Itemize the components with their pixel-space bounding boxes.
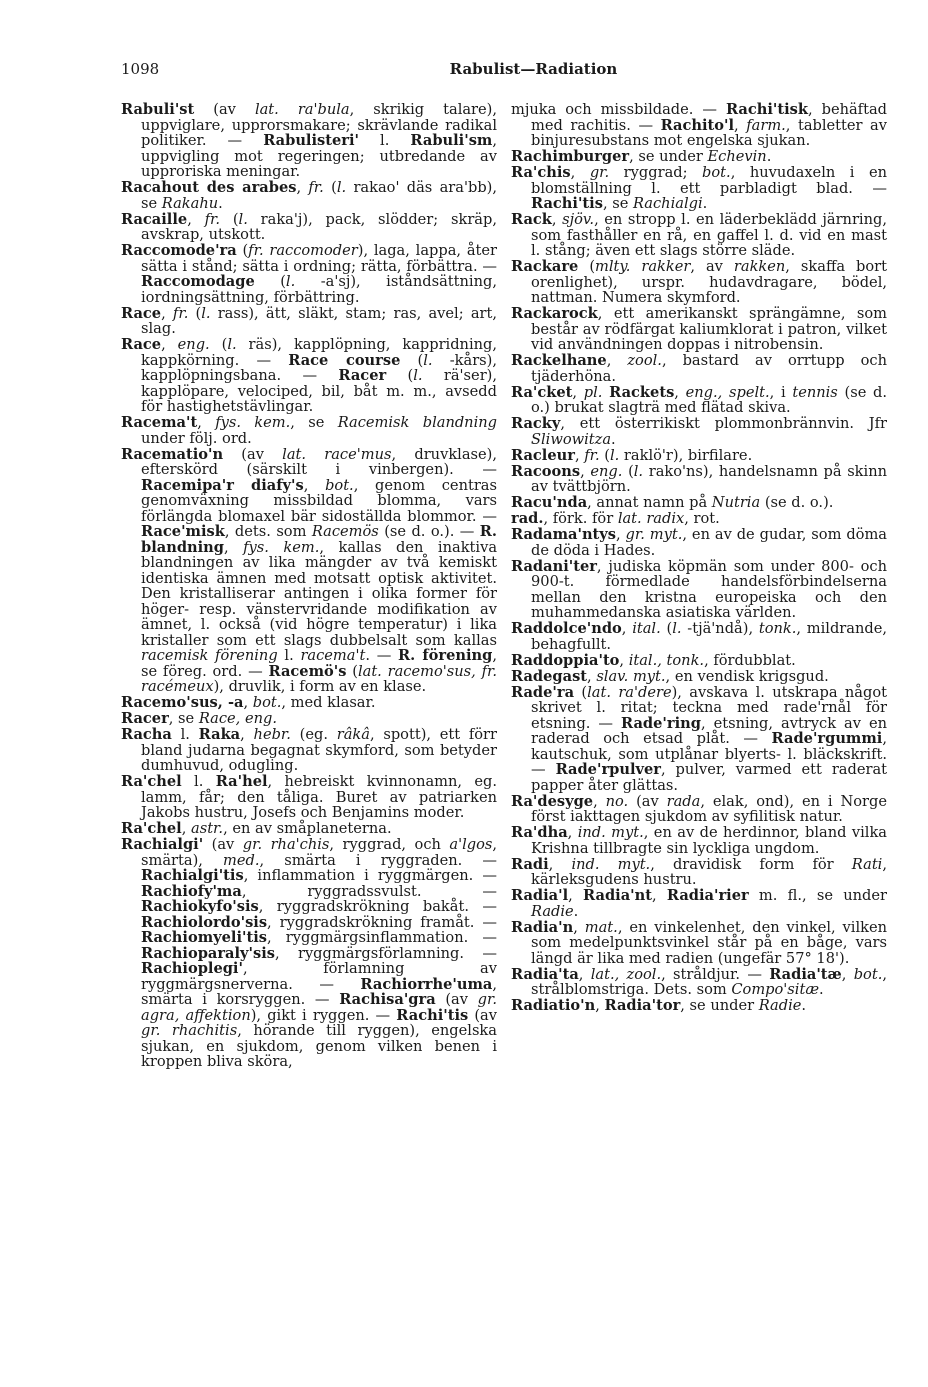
dictionary-entry: Race, fr. (l. rass), ätt, släkt, stam; ras, avel; art, slag. (121, 304, 497, 337)
dictionary-entry: Ra'chis, gr. ryggrad; bot., huvudaxeln i en blomställning l. ett parbladigt blad. — Rachi'tis, se Rachialgi. (511, 164, 887, 212)
dictionary-entry: Racha l. Raka, hebr. (eg. râkâ, spott), ett förr bland judarna begagnat skymford, som betyder dumhuvud, odugling. (121, 726, 498, 774)
dictionary-entry: Racky, ett österrikiskt plommonbrännvin. Jfr Sliwowitza. (511, 415, 887, 448)
dictionary-entry: rad., förk. för lat. radix, rot. (511, 510, 720, 527)
dictionary-entry: Race, eng. (l. räs), kapplöpning, kappridning, kappkörning. — Race course (l. -kårs), kapplöpningsbana. — Racer (l. rä'ser), kapplöpare, velociped, bil, båt m. m., avsedd för hastighetstävlingar. (121, 336, 498, 415)
dictionary-entry: Ra'chel, astr., en av småplaneterna. (121, 820, 392, 837)
dictionary-entry: Racer, se Race, eng. (121, 710, 277, 727)
running-title: Rabulist—Radiation (449, 60, 618, 78)
dictionary-entry: Rabuli'st (av lat. ra'bula, skrikig talare), uppviglare, upprorsmakare; skrävlande radikal politiker. — Rabulisteri' l. Rabuli'sm, uppvigling mot regeringen; utbredande av upproriska meningar. (121, 101, 498, 180)
dictionary-entry: Racleur, fr. (l. raklö'r), birfilare. (511, 446, 753, 464)
dictionary-entry: Radia'ta, lat., zool., stråldjur. — Radia'tæ, bot., strålblomstriga. Dets. som Compo'sitæ. (511, 965, 887, 998)
dictionary-entry: Ra'desyge, no. (av rada, elak, ond), en i Norge först iakttagen sjukdom av syfilitisk natur. (511, 792, 887, 825)
dictionary-entry: mjuka och missbildade. — Rachi'tisk, behäftad med rachitis. — Rachito'l, farm., tabletter av binjuresubstans mot engelska sjukan. (511, 101, 888, 149)
dictionary-entry: Racaille, fr. (l. raka'j), pack, slödder; skräp, avskrap, utskott. (121, 210, 497, 243)
page-number: 1098 (121, 60, 160, 78)
dictionary-entry: Racemo'sus, -a, bot., med klasar. (121, 694, 376, 711)
dictionary-entry: Rachialgi' (av gr. rha'chis, ryggrad, och a'lgos, smärta), med., smärta i ryggraden. — Rachialgi'tis, inflammation i ryggmärgen. — Rachiofy'ma, ryggradssvulst. — Rachiokyfo'sis, ryggradskrökning bakåt. — Rachiolordo'sis, ryggradskrökning framåt. — Rachiomyeli'tis, ryggmärgsinflammation. — Rachioparaly'sis, ryggmärgsförlamning. — Rachioplegi', förlamning av ryggmärgsnerverna. — Rachiorrhe'uma, smärta i korsryggen. — Rachisa'gra (av gr. agra, affektion), gikt i ryggen. — Rachi'tis (av gr. rhachitis, hörande till ryggen), engelska sjukan, en sjukdom, genom vilken benen i kroppen bliva sköra, (121, 836, 498, 1070)
dictionary-entry: Raddoppia'to, ital., tonk., fördubblat. (511, 651, 796, 669)
dictionary-entry: Rachimburger, se under Echevin. (511, 148, 772, 165)
dictionary-entry: Radia'l, Radia'nt, Radia'rier m. fl., se under Radie. (511, 887, 888, 920)
dictionary-entry: Rackelhane, zool., bastard av orrtupp och tjäderhöna. (511, 352, 887, 385)
dictionary-entry: Racu'nda, annat namn på Nutria (se d. o.). (511, 494, 834, 511)
dictionary-entry: Racema't, fys. kem., se Racemisk blandning under följ. ord. (121, 414, 497, 447)
dictionary-entry: Radani'ter, judiska köpmän som under 800- och 900-t. förmedlade handelsförbindelserna mellan den kristna europeiska och den muhammedanska asiatiska världen. (511, 557, 887, 621)
dictionary-entry: Raddolce'ndo, ital. (l. -tjä'ndå), tonk., mildrande, behagfullt. (511, 620, 887, 653)
dictionary-entry: Radama'ntys, gr. myt., en av de gudar, som döma de döda i Hades. (511, 526, 887, 559)
dictionary-entry: Rade'ra (lat. ra'dere), avskava l. utskrapa något skrivet l. ritat; teckna med rade'rnål för etsning. — Rade'ring, etsning, avtryck av en raderad och etsad plåt. — Rade'rgummi, kautschuk, som utplånar blyerts- l. bläckskrift. — Rade'rpulver, pulver, varmed ett raderat papper åter glättas. (511, 683, 888, 794)
dictionary-entry: Racahout des arabes, fr. (l. rakao' däs ara'bb), se Rakahu. (121, 179, 497, 212)
dictionary-entry: Racoons, eng. (l. rako'ns), handelsnamn på skinn av tvättbjörn. (511, 462, 887, 495)
right-column (511, 102, 887, 1014)
dictionary-entry: Rackare (mlty. rakker, av rakken, skaffa bort orenlighet), urspr. hudavdragare, bödel, nattman. Numera skymford. (511, 258, 887, 306)
dictionary-entry: Radegast, slav. myt., en vendisk krigsgud. (511, 667, 829, 685)
dictionary-entry: Rackarock, ett amerikanskt sprängämne, som består av rödfärgat kaliumklorat i patron, vilket vid användningen doppas i nitrobensin. (511, 305, 887, 353)
dictionary-entry: Ra'dha, ind. myt., en av de herdinnor, bland vilka Krishna tillbragte sin lyckliga ungdom. (511, 824, 887, 857)
left-column (121, 102, 497, 1070)
dictionary-entry: Radiatio'n, Radia'tor, se under Radie. (511, 997, 807, 1014)
dictionary-entry: Ra'cket, pl. Rackets, eng., spelt., i tennis (se d. o.) brukat slagträ med flätad skiva. (511, 383, 888, 416)
dictionary-entry: Racematio'n (av lat. race'mus, druvklase), efterskörd (särskilt i vinbergen). — Racemipa'r diafy's, bot., genom centras genomväxning missbildad blomma, vars förlängda blomaxel bär sidoställda blommor. — Race'misk, dets. som Racemös (se d. o.). — R. blandning, fys. kem., kallas den inaktiva blandningen av lika mängder av två kemiskt identiska ämnen med motsatt optisk aktivitet. Den kristalliserar antingen i olika former för höger- resp. vänstervridande modifikation av ämnet, l. också (vid högre temperatur) i lika kristaller som ett slags dubbelsalt som kallas racemisk förening l. racema't. — R. förening, se föreg. ord. — Racemö's (lat. racemo'sus, fr. racémeux), druvlik, i form av en klase. (121, 445, 498, 695)
dictionary-entry: Ra'chel l. Ra'hel, hebreiskt kvinnonamn, eg. lamm, får; den tåliga. Buret av patriarken Jakobs hustru, Josefs och Benjamins moder. (121, 773, 497, 821)
dictionary-entry: Raccomode'ra (fr. raccomoder), laga, lappa, åter sätta i stånd; sätta i ordning; rätta, förbättra. — Raccomodage (l. -a'sj), iståndsättning, iordningsättning, förbättring. (121, 242, 497, 306)
page-header (121, 60, 886, 84)
dictionary-entry: Rack, sjöv., en stropp l. en läderbeklädd järnring, som fasthåller en rå, en gaffel l. d. vid en mast l. stång; även ett slags större släde. (511, 211, 887, 259)
dictionary-entry: Radi, ind. myt., dravidisk form för Rati, kärleksgudens hustru. (511, 855, 887, 888)
dictionary-entry: Radia'n, mat., en vinkelenhet, den vinkel, vilken som medelpunktsvinkel står på en båge, vars längd är lika med radien (ungefär 57° 18'). (511, 918, 888, 967)
